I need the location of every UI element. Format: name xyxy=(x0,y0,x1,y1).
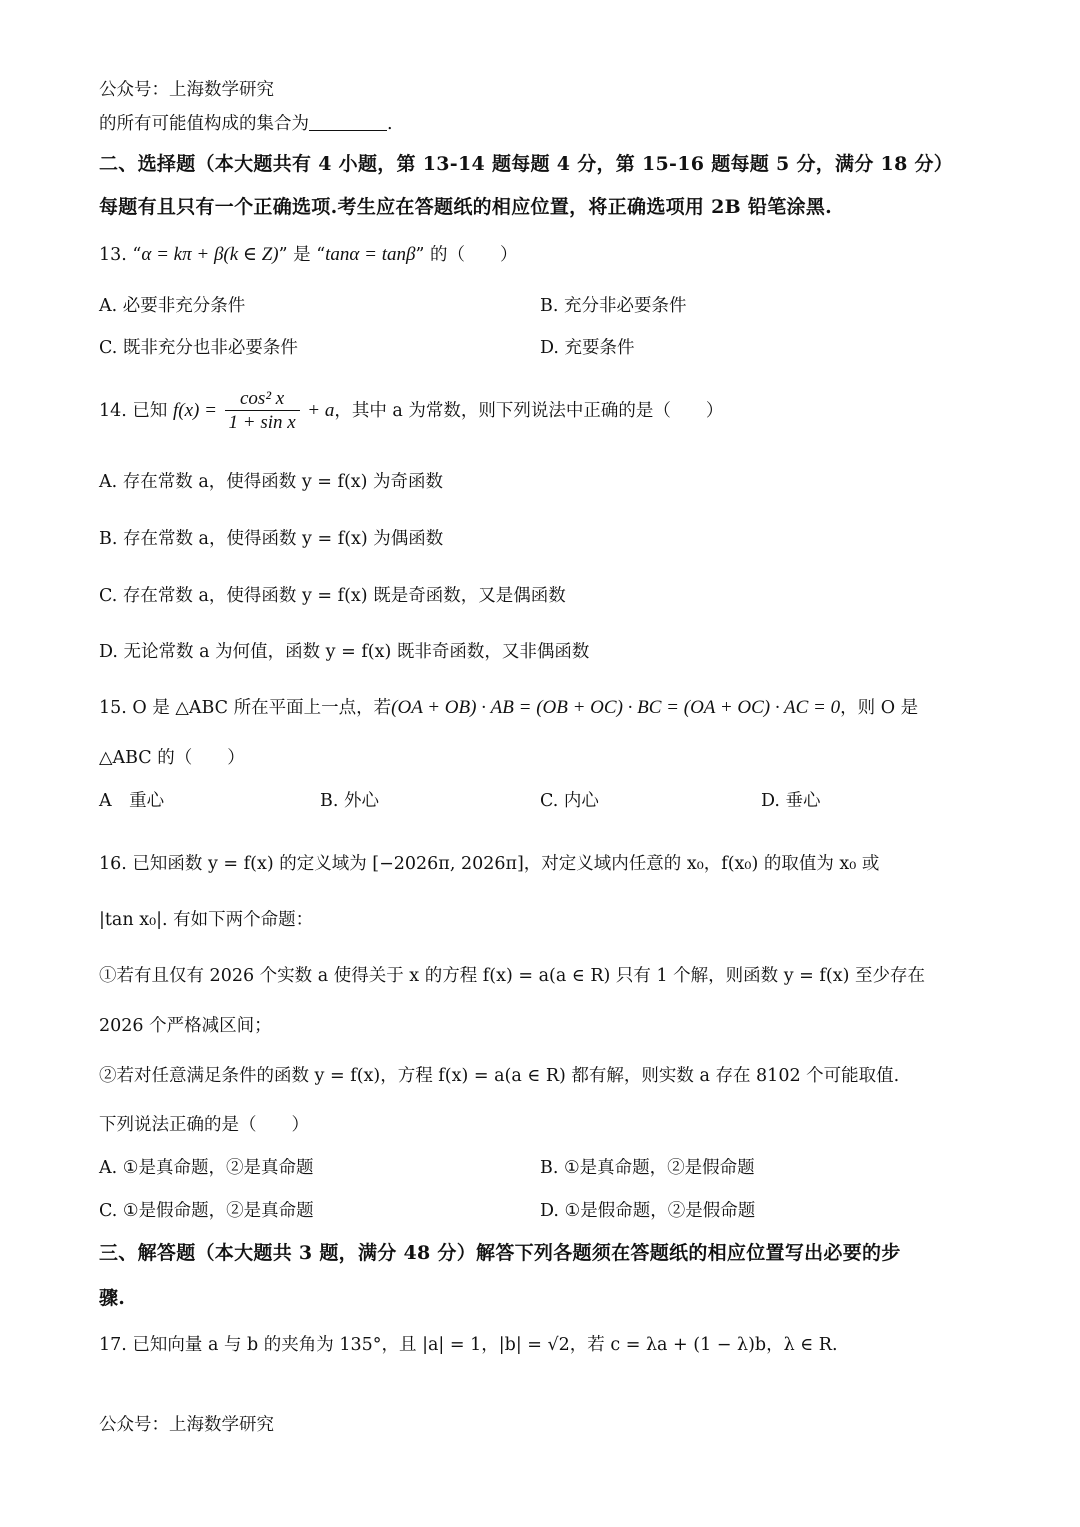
q14-fraction xyxy=(225,388,300,435)
q14-option-a[interactable]: A. 存在常数 a，使得函数 y = f(x) 为奇函数 xyxy=(99,472,444,492)
q15-equation: (OA + OB) · AB = (OB + OC) · BC = (OA + OC) · AC = 0 xyxy=(391,697,841,718)
question-15 xyxy=(99,696,918,720)
q14-plus-a: + a xyxy=(307,400,335,421)
q16-option-b[interactable]: B. ①是真命题，②是假命题 xyxy=(540,1158,755,1178)
section3-title-cont: 骤. xyxy=(99,1287,126,1309)
q16-ask: 下列说法正确的是（ ） xyxy=(99,1115,309,1135)
question-13 xyxy=(99,243,518,267)
q15-option-d[interactable]: D. 垂心 xyxy=(761,791,821,811)
q15-number: 15. xyxy=(99,698,127,718)
q13-option-c[interactable]: C. 既非充分也非必要条件 xyxy=(99,338,298,358)
q16-option-c[interactable]: C. ①是假命题，②是真命题 xyxy=(99,1201,314,1221)
question-16 xyxy=(99,852,879,876)
q14-option-c[interactable]: C. 存在常数 a，使得函数 y = f(x) 既是奇函数，又是偶函数 xyxy=(99,586,566,606)
q14-number: 14. xyxy=(99,401,127,421)
prev-question-tail xyxy=(99,112,393,136)
q13-tail: ” 的（ ） xyxy=(415,245,518,265)
page-header: 公众号：上海数学研究 xyxy=(99,80,274,100)
q14-numerator: cos² x xyxy=(225,388,300,411)
q16-line1: 已知函数 y = f(x) 的定义域为 [−2026π, 2026π]，对定义域内任意的 x₀，f(x₀) 的取值为 x₀ 或 xyxy=(132,854,880,874)
q16-proposition-1: ①若有且仅有 2026 个实数 a 使得关于 x 的方程 f(x) = a(a ∈ R) 只有 1 个解，则函数 y = f(x) 至少存在 xyxy=(99,966,925,986)
q15-option-c[interactable]: C. 内心 xyxy=(540,791,599,811)
q14-lead: 已知 xyxy=(132,401,168,421)
q15-option-b[interactable]: B. 外心 xyxy=(320,791,379,811)
q13-condition: α = kπ + β(k ∈ Z) xyxy=(141,244,279,265)
section2-subtitle: 每题有且只有一个正确选项.考生应在答题纸的相应位置，将正确选项用 2B 铅笔涂黑. xyxy=(99,196,833,218)
question-17 xyxy=(99,1333,838,1357)
q13-number: 13. xyxy=(99,245,127,265)
question-14 xyxy=(99,388,723,435)
page-footer: 公众号：上海数学研究 xyxy=(99,1415,274,1435)
q16-option-d[interactable]: D. ①是假命题，②是假命题 xyxy=(540,1201,756,1221)
q14-tail: ，其中 a 为常数，则下列说法中正确的是（ ） xyxy=(334,401,724,421)
q15-line2: △ABC 的（ ） xyxy=(99,748,245,768)
q13-open-quote: “ xyxy=(132,245,142,265)
q17-number: 17. xyxy=(99,1335,127,1355)
q15-lead: O 是 △ABC 所在平面上一点，若 xyxy=(132,698,392,718)
q13-option-a[interactable]: A. 必要非充分条件 xyxy=(99,296,246,316)
q14-option-b[interactable]: B. 存在常数 a，使得函数 y = f(x) 为偶函数 xyxy=(99,529,444,549)
q15-option-a[interactable]: A 重心 xyxy=(99,791,165,811)
section2-title: 二、选择题（本大题共有 4 小题，第 13-14 题每题 4 分，第 15-16 题每题 5 分，满分 18 分） xyxy=(99,153,954,175)
section3-title: 三、解答题（本大题共 3 题，满分 48 分）解答下列各题须在答题纸的相应位置写出必要的步 xyxy=(99,1242,901,1264)
prev-tail-end: . xyxy=(387,114,393,134)
q16-number: 16. xyxy=(99,854,127,874)
q16-proposition-1-cont: 2026 个严格减区间； xyxy=(99,1016,272,1036)
answer-blank xyxy=(309,112,387,131)
q13-option-d[interactable]: D. 充要条件 xyxy=(540,338,635,358)
q16-line2: |tan x₀|. 有如下两个命题： xyxy=(99,910,314,930)
q16-option-a[interactable]: A. ①是真命题，②是真命题 xyxy=(99,1158,314,1178)
q13-mid: ” 是 “ xyxy=(278,245,326,265)
q17-text: 已知向量 a 与 b 的夹角为 135°，且 |a| = 1，|b| = √2，若 c = λa + (1 − λ)b，λ ∈ R. xyxy=(132,1335,838,1355)
q13-option-b[interactable]: B. 充分非必要条件 xyxy=(540,296,687,316)
q16-proposition-2: ②若对任意满足条件的函数 y = f(x)，方程 f(x) = a(a ∈ R) 都有解，则实数 a 存在 8102 个可能取值. xyxy=(99,1066,900,1086)
q15-tail: ，则 O 是 xyxy=(840,698,919,718)
prev-tail-text: 的所有可能值构成的集合为 xyxy=(99,114,309,134)
q13-condition2: tanα = tanβ xyxy=(325,244,416,265)
q14-option-d[interactable]: D. 无论常数 a 为何值，函数 y = f(x) 既非奇函数，又非偶函数 xyxy=(99,642,590,662)
q14-denominator: 1 + sin x xyxy=(228,412,296,433)
q14-fx: f(x) = xyxy=(173,400,217,421)
